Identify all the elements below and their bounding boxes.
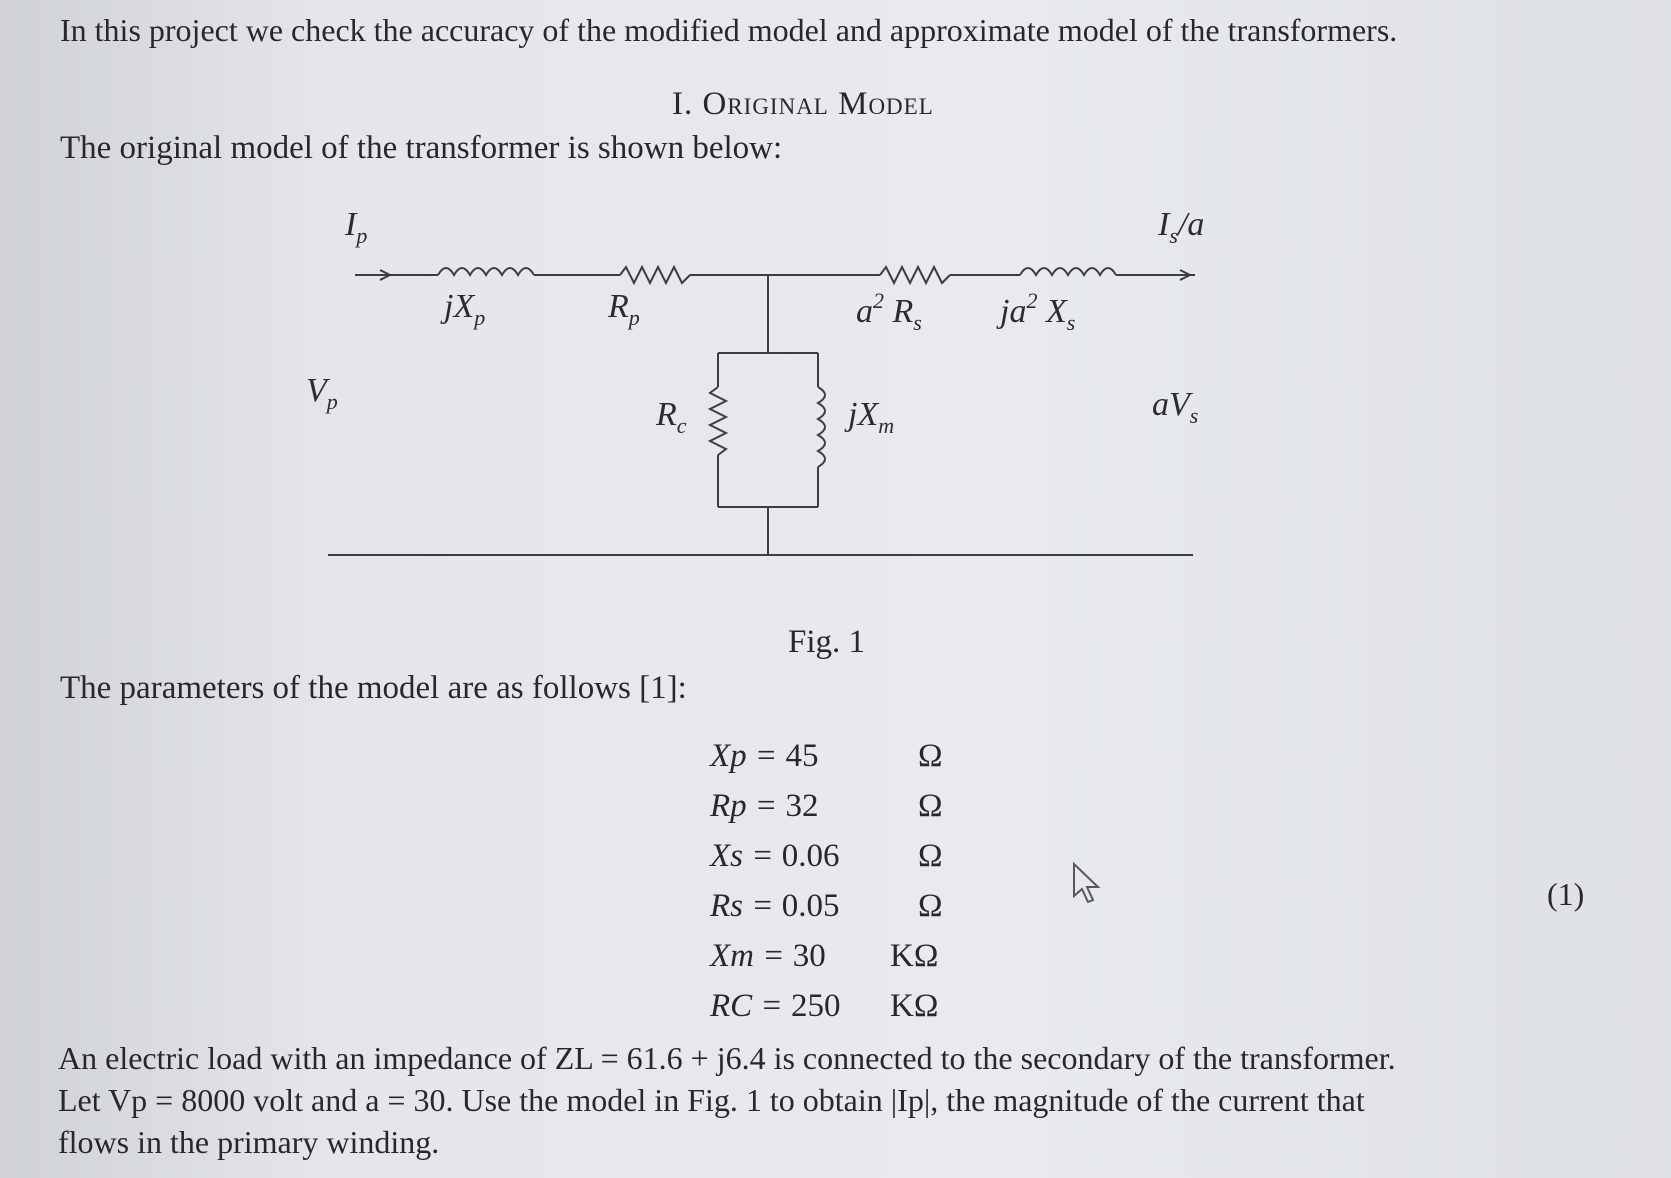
label-jxp: $jX_p$ [444, 288, 486, 330]
ja2xs-inductor [1020, 268, 1116, 275]
param-xm-expr: Xm = 30 [710, 938, 826, 974]
label-ip: $I_p$ [345, 206, 368, 248]
label-ja2xs: $ja^2$ $X_s$ [1000, 288, 1076, 335]
model-intro-text: The original model of the transformer is shown below: [60, 130, 783, 166]
jxp-inductor [438, 268, 534, 275]
param-rc-unit: KΩ [890, 988, 939, 1024]
param-xp-unit: Ω [918, 738, 943, 774]
param-rp-unit: Ω [918, 788, 943, 824]
a2rs-resistor [880, 267, 950, 283]
param-rs-expr: Rs = 0.05 [710, 888, 840, 924]
label-avs: $aV_s$ [1152, 386, 1199, 428]
transformer-circuit-diagram [306, 205, 1270, 605]
rc-resistor [710, 387, 726, 455]
label-jxm: $jX_m$ [848, 396, 895, 438]
param-rp-expr: Rp = 32 [710, 788, 819, 824]
label-rc: $R_c$ [656, 396, 687, 438]
param-rc-expr: RC = 250 [710, 988, 841, 1024]
param-xs-expr: Xs = 0.06 [710, 838, 840, 874]
rp-resistor [620, 267, 690, 283]
problem-line-2: Let Vp = 8000 volt and a = 30. Use the model in Fig. 1 to obtain |Ip|, the magnitude of the current that [58, 1082, 1365, 1118]
param-xp-expr: Xp = 45 [710, 738, 819, 774]
label-vp: $V_p$ [306, 372, 338, 414]
equation-number: (1) [1547, 876, 1585, 912]
label-isa: $I_s/a$ [1158, 206, 1205, 248]
label-rp: $R_p$ [608, 288, 640, 330]
param-rs-unit: Ω [918, 888, 943, 924]
section-heading: I. Original Model [672, 86, 934, 122]
mouse-cursor-icon [1072, 862, 1106, 906]
jxm-inductor [818, 387, 825, 467]
label-a2rs: $a^2$ $R_s$ [856, 288, 922, 335]
figure-caption: Fig. 1 [788, 624, 866, 660]
param-xm-unit: KΩ [890, 938, 939, 974]
problem-line-3: flows in the primary winding. [58, 1124, 440, 1160]
param-xs-unit: Ω [918, 838, 943, 874]
params-intro-text: The parameters of the model are as follows [1]: [60, 670, 687, 706]
intro-text: In this project we check the accuracy of the modified model and approximate model of the transformers. [60, 12, 1398, 48]
problem-line-1: An electric load with an impedance of ZL = 61.6 + j6.4 is connected to the secondary of the transformer. [58, 1040, 1396, 1076]
